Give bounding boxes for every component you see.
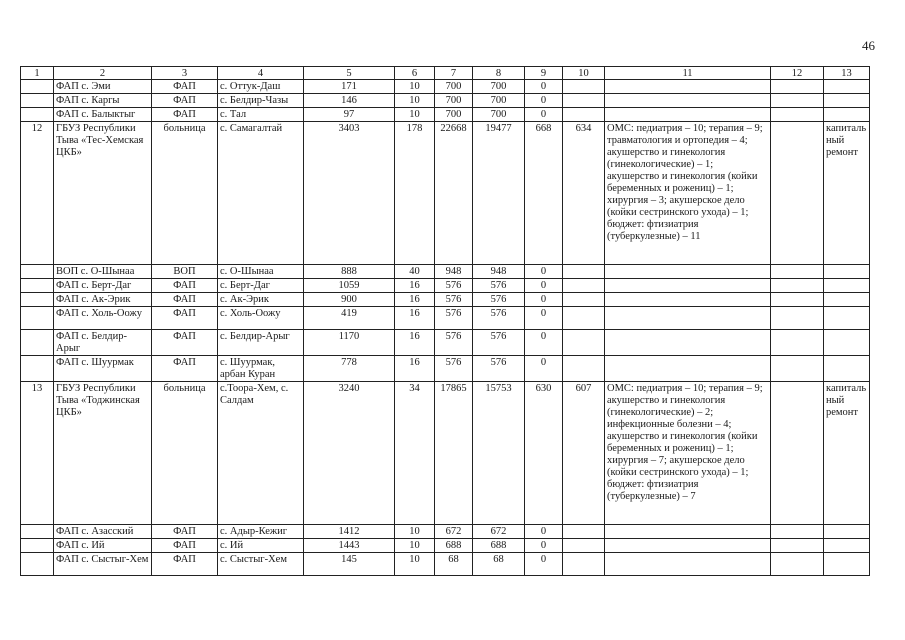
table-cell xyxy=(605,293,771,307)
table-cell: ФАП xyxy=(152,539,218,553)
table-cell: 576 xyxy=(473,330,525,356)
table-cell: 419 xyxy=(304,307,395,330)
table-cell: с. Холь-Оожу xyxy=(218,307,304,330)
table-cell xyxy=(563,307,605,330)
table-cell: ФАП xyxy=(152,80,218,94)
table-cell: 10 xyxy=(395,553,435,576)
table-cell: 10 xyxy=(395,525,435,539)
table-cell: 1443 xyxy=(304,539,395,553)
table-cell: 16 xyxy=(395,356,435,382)
facilities-table xyxy=(20,66,870,576)
table-cell: ФАП с. Берт-Даг xyxy=(54,279,152,293)
table-cell xyxy=(21,330,54,356)
table-cell: 10 xyxy=(395,108,435,122)
table-cell: 607 xyxy=(563,382,605,525)
table-cell: 948 xyxy=(435,265,473,279)
table-cell xyxy=(563,356,605,382)
table-cell: 700 xyxy=(435,80,473,94)
column-number: 7 xyxy=(435,67,473,80)
table-cell xyxy=(21,80,54,94)
table-cell: 19477 xyxy=(473,122,525,265)
table-cell xyxy=(563,265,605,279)
table-cell: 16 xyxy=(395,279,435,293)
table-cell: 3403 xyxy=(304,122,395,265)
table-cell xyxy=(771,525,824,539)
table-cell: 68 xyxy=(435,553,473,576)
table-cell xyxy=(563,525,605,539)
table-row xyxy=(21,108,870,122)
table-cell: 3240 xyxy=(304,382,395,525)
table-cell: с. Тал xyxy=(218,108,304,122)
table-cell: 700 xyxy=(435,94,473,108)
table-row xyxy=(21,356,870,382)
table-cell: с.Тоора-Хем, с. Салдам xyxy=(218,382,304,525)
table-cell xyxy=(771,382,824,525)
table-cell: 948 xyxy=(473,265,525,279)
table-cell xyxy=(21,553,54,576)
table-cell xyxy=(605,94,771,108)
table-cell: 0 xyxy=(525,307,563,330)
table-cell: ФАП xyxy=(152,525,218,539)
column-number: 13 xyxy=(824,67,870,80)
table-cell xyxy=(824,293,870,307)
table-cell: ВОП с. О-Шынаа xyxy=(54,265,152,279)
table-cell: 97 xyxy=(304,108,395,122)
table-cell: 10 xyxy=(395,539,435,553)
table-cell: с. О-Шынаа xyxy=(218,265,304,279)
table-cell xyxy=(21,293,54,307)
table-cell xyxy=(605,525,771,539)
table-cell xyxy=(824,80,870,94)
table-cell: с. Самагалтай xyxy=(218,122,304,265)
column-number: 2 xyxy=(54,67,152,80)
table-cell: 171 xyxy=(304,80,395,94)
table-row xyxy=(21,525,870,539)
table-cell: ФАП с. Шуурмак xyxy=(54,356,152,382)
table-cell: ФАП с. Холь-Оожу xyxy=(54,307,152,330)
table-cell: 672 xyxy=(435,525,473,539)
table-cell: 630 xyxy=(525,382,563,525)
table-cell xyxy=(605,108,771,122)
table-cell: ФАП с. Сыстыг-Хем xyxy=(54,553,152,576)
table-cell: с. Белдир-Арыг xyxy=(218,330,304,356)
table-cell: 0 xyxy=(525,356,563,382)
table-cell xyxy=(771,307,824,330)
table-cell: 0 xyxy=(525,94,563,108)
table-cell: 700 xyxy=(435,108,473,122)
table-cell: 34 xyxy=(395,382,435,525)
table-cell: 700 xyxy=(473,94,525,108)
table-cell xyxy=(605,80,771,94)
table-cell xyxy=(771,553,824,576)
table-row xyxy=(21,94,870,108)
table-cell xyxy=(824,279,870,293)
table-row xyxy=(21,539,870,553)
table-cell: 688 xyxy=(473,539,525,553)
table-row xyxy=(21,553,870,576)
table-cell: с. Ий xyxy=(218,539,304,553)
column-number: 8 xyxy=(473,67,525,80)
table-cell: 10 xyxy=(395,80,435,94)
table-cell: 145 xyxy=(304,553,395,576)
column-number: 9 xyxy=(525,67,563,80)
table-cell: 68 xyxy=(473,553,525,576)
table-cell: 576 xyxy=(435,279,473,293)
table-cell: с. Сыстыг-Хем xyxy=(218,553,304,576)
table-cell xyxy=(21,265,54,279)
table-cell xyxy=(563,553,605,576)
table-row xyxy=(21,122,870,265)
table-cell: 22668 xyxy=(435,122,473,265)
table-cell: 13 xyxy=(21,382,54,525)
table-cell xyxy=(771,80,824,94)
table-cell: 700 xyxy=(473,80,525,94)
table-cell xyxy=(771,108,824,122)
table-cell xyxy=(563,108,605,122)
table-cell: 12 xyxy=(21,122,54,265)
table-cell: 888 xyxy=(304,265,395,279)
table-cell: 178 xyxy=(395,122,435,265)
table-cell: ФАП с. Эми xyxy=(54,80,152,94)
column-number: 3 xyxy=(152,67,218,80)
table-cell: с. Шуурмак, арбан Куран xyxy=(218,356,304,382)
table-cell xyxy=(605,265,771,279)
table-cell: 668 xyxy=(525,122,563,265)
table-cell: ФАП xyxy=(152,330,218,356)
table-cell: ГБУЗ Республики Тыва «Тоджинская ЦКБ» xyxy=(54,382,152,525)
table-cell: ФАП xyxy=(152,94,218,108)
table-cell: с. Ак-Эрик xyxy=(218,293,304,307)
table-row xyxy=(21,279,870,293)
table-cell: 1059 xyxy=(304,279,395,293)
table-cell: ФАП xyxy=(152,293,218,307)
table-cell: 672 xyxy=(473,525,525,539)
table-cell xyxy=(605,356,771,382)
page-number: 46 xyxy=(862,38,875,53)
table-cell xyxy=(605,553,771,576)
table-cell: 0 xyxy=(525,553,563,576)
table-cell: 1412 xyxy=(304,525,395,539)
table-cell: ГБУЗ Республики Тыва «Тес-Хемская ЦКБ» xyxy=(54,122,152,265)
table-cell: 0 xyxy=(525,525,563,539)
table-cell: 0 xyxy=(525,108,563,122)
table-row xyxy=(21,293,870,307)
table-cell xyxy=(21,94,54,108)
column-number: 11 xyxy=(605,67,771,80)
table-row xyxy=(21,382,870,525)
table-cell: 688 xyxy=(435,539,473,553)
table-cell xyxy=(824,525,870,539)
table-cell: ФАП с. Ий xyxy=(54,539,152,553)
table-cell xyxy=(824,307,870,330)
table-cell xyxy=(824,356,870,382)
table-cell xyxy=(21,279,54,293)
table-cell xyxy=(563,279,605,293)
table-cell: ФАП с. Азасский xyxy=(54,525,152,539)
table-cell xyxy=(771,293,824,307)
table-cell xyxy=(563,330,605,356)
table-row xyxy=(21,265,870,279)
table-cell: ФАП с. Каргы xyxy=(54,94,152,108)
table-cell: 0 xyxy=(525,265,563,279)
table-cell: ФАП xyxy=(152,356,218,382)
table-cell xyxy=(21,356,54,382)
table-cell xyxy=(563,80,605,94)
table-cell: ФАП с. Ак-Эрик xyxy=(54,293,152,307)
table-row xyxy=(21,307,870,330)
table-cell: больница xyxy=(152,122,218,265)
table-row xyxy=(21,330,870,356)
table-cell: 576 xyxy=(435,356,473,382)
table-cell: 576 xyxy=(435,330,473,356)
table-cell xyxy=(771,122,824,265)
table-cell xyxy=(824,330,870,356)
table-cell xyxy=(771,279,824,293)
table-cell: 0 xyxy=(525,293,563,307)
table-cell xyxy=(21,307,54,330)
table-cell xyxy=(605,330,771,356)
column-number: 6 xyxy=(395,67,435,80)
table-cell: ВОП xyxy=(152,265,218,279)
table-cell: 1170 xyxy=(304,330,395,356)
table-cell: ОМС: педиатрия – 10; терапия – 9; акушерство и гинекология (гинекологические) – 2; инфекционные болезни – 4; акушерство и гинекология (койки беременных и рожениц) – 1; хирургия – 7; акушерское дело (койки сестринского ухода) – 1; бюджет: фтизиатрия (туберкулезные) – 7 xyxy=(605,382,771,525)
table-cell: 10 xyxy=(395,94,435,108)
table-cell: 576 xyxy=(473,293,525,307)
table-cell: 576 xyxy=(473,307,525,330)
table-cell: 146 xyxy=(304,94,395,108)
table-cell xyxy=(824,539,870,553)
table-cell: ФАП xyxy=(152,108,218,122)
table-cell xyxy=(771,265,824,279)
column-number: 10 xyxy=(563,67,605,80)
table-cell: капитальный ремонт xyxy=(824,122,870,265)
table-cell: ФАП с. Белдир-Арыг xyxy=(54,330,152,356)
table-cell xyxy=(21,525,54,539)
table-cell: 0 xyxy=(525,80,563,94)
column-number: 5 xyxy=(304,67,395,80)
table-cell xyxy=(563,293,605,307)
table-cell xyxy=(21,539,54,553)
column-number: 1 xyxy=(21,67,54,80)
table-cell xyxy=(824,94,870,108)
table-cell: с. Оттук-Даш xyxy=(218,80,304,94)
table-cell: 16 xyxy=(395,330,435,356)
table-cell: капитальный ремонт xyxy=(824,382,870,525)
table-cell: ОМС: педиатрия – 10; терапия – 9; травматология и ортопедия – 4; акушерство и гинекология (гинекологические) – 1; акушерство и гинекология (койки беременных и рожениц) – 1; хирургия – 3; акушерское дело (койки сестринского ухода) – 1; бюджет: фтизиатрия (туберкулезные) – 11 xyxy=(605,122,771,265)
table-cell xyxy=(771,330,824,356)
table-cell: 576 xyxy=(473,279,525,293)
table-cell xyxy=(605,279,771,293)
table-cell: 900 xyxy=(304,293,395,307)
table-cell: 576 xyxy=(473,356,525,382)
table-cell xyxy=(563,94,605,108)
table-cell: 17865 xyxy=(435,382,473,525)
table-cell xyxy=(771,94,824,108)
table-cell: с. Берт-Даг xyxy=(218,279,304,293)
table-cell xyxy=(824,553,870,576)
column-number: 4 xyxy=(218,67,304,80)
table-cell: 16 xyxy=(395,293,435,307)
table-cell: 40 xyxy=(395,265,435,279)
table-cell: 16 xyxy=(395,307,435,330)
table-row xyxy=(21,80,870,94)
table-cell: 0 xyxy=(525,279,563,293)
table-cell: 0 xyxy=(525,330,563,356)
table-cell: ФАП с. Балыктыг xyxy=(54,108,152,122)
table-cell: 15753 xyxy=(473,382,525,525)
table-cell: 634 xyxy=(563,122,605,265)
table-cell xyxy=(824,265,870,279)
table-cell: ФАП xyxy=(152,279,218,293)
table-cell xyxy=(771,356,824,382)
table-cell: с. Белдир-Чазы xyxy=(218,94,304,108)
table-cell xyxy=(605,539,771,553)
table-cell: 576 xyxy=(435,293,473,307)
table-cell: ФАП xyxy=(152,307,218,330)
table-cell: 700 xyxy=(473,108,525,122)
table-cell: больница xyxy=(152,382,218,525)
table-cell xyxy=(771,539,824,553)
table-cell xyxy=(824,108,870,122)
table-cell: 576 xyxy=(435,307,473,330)
table-cell: 778 xyxy=(304,356,395,382)
table-cell: с. Адыр-Кежиг xyxy=(218,525,304,539)
column-number: 12 xyxy=(771,67,824,80)
table-cell xyxy=(605,307,771,330)
table-cell: 0 xyxy=(525,539,563,553)
table-cell: ФАП xyxy=(152,553,218,576)
table-cell xyxy=(563,539,605,553)
table-cell xyxy=(21,108,54,122)
header-row xyxy=(21,67,870,80)
